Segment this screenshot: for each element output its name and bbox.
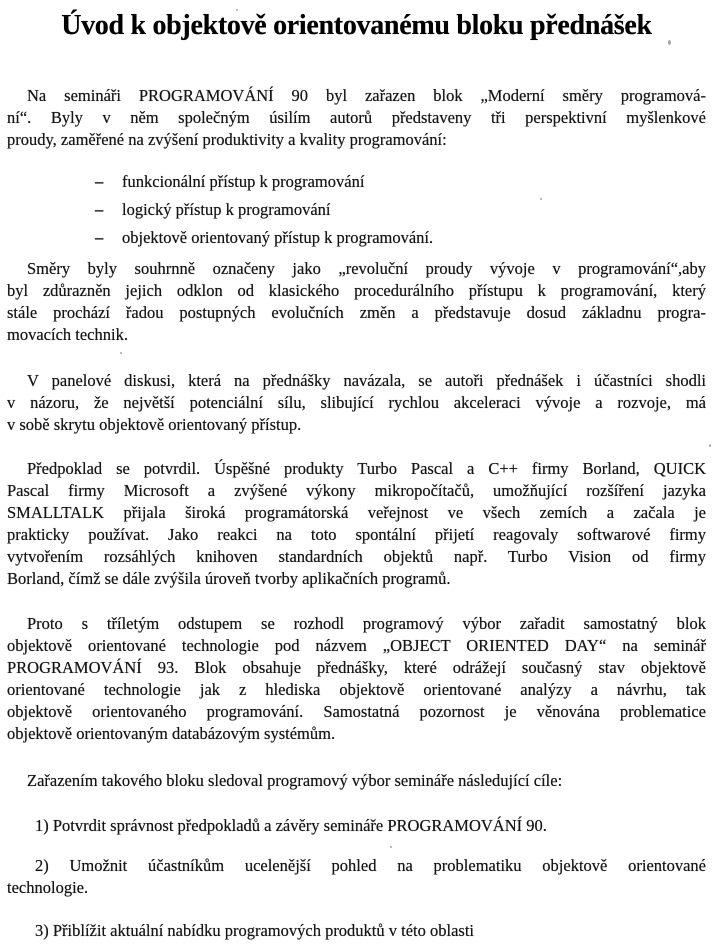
paragraph-line: Předpoklad se potvrdil. Úspěšné produkty Turbo Pascal a C++ firmy Borland, QUICK [27, 459, 706, 478]
paragraph-line: SMALLTALK přijala široká programátorská veřejnost ve všech zemích a začala je [7, 503, 706, 522]
scan-speck [236, 9, 238, 11]
numbered-item-3 [7, 920, 706, 942]
numbered-item-line: 3) Přiblížit aktuální nabídku programových produktů v této oblasti [35, 921, 475, 940]
paragraph-line: Zařazením takového bloku sledoval programový výbor semináře následující cíle: [27, 771, 563, 790]
paragraph-line: PROGRAMOVÁNÍ 93. Blok obsahuje přednášky, které odrážejí současný stav objektově [7, 658, 706, 677]
paragraph-line: objektově orientovaného programování. Samostatná pozornost je věnována problematice [7, 702, 706, 721]
scan-speck [390, 846, 392, 848]
scan-speck [668, 40, 671, 45]
paragraph-line: v sobě skrytu objektově orientovaný přístup. [7, 415, 302, 434]
paragraph-line: Na semináři PROGRAMOVÁNÍ 90 byl zařazen blok „Moderní směry programová- [27, 86, 706, 105]
paragraph-line: v názoru, že největší potenciální sílu, slibující rychlou akceleraci vývoje a rozvoje, má [7, 393, 706, 412]
numbered-item-1 [7, 815, 706, 837]
paragraph-line: vytvořením rozsáhlých knihoven standardních objektů např. Turbo Vision od firmy [7, 547, 706, 566]
scan-speck [709, 444, 711, 447]
bullet-item [95, 227, 706, 249]
paragraph-line: proudy, zaměřené na zvýšení produktivity a kvality programování: [7, 130, 447, 149]
paragraph-object-oriented-day [7, 613, 706, 745]
bullet-item-text: funkcionální přístup k programování [122, 172, 365, 191]
scan-speck [120, 352, 122, 354]
numbered-item-line: 2) Umožnit účastníkům ucelenější pohled na problematiku objektově orientované [35, 856, 706, 875]
paragraph-line: Borland, čímž se dále zvýšila úroveň tvorby aplikačních programů. [7, 569, 451, 588]
paragraph-line: objektově orientovaným databázovým systémům. [7, 724, 336, 743]
paragraph-products [7, 458, 706, 590]
numbered-item-line: 1) Potvrdit správnost předpokladů a závěry semináře PROGRAMOVÁNÍ 90. [35, 816, 547, 835]
bullet-item-text: logický přístup k programování [122, 200, 331, 219]
numbered-item-line: technologie. [7, 878, 89, 897]
paragraph-line: V panelové diskusi, která na přednášky navázala, se autoři přednášek i účastníci shodli [27, 371, 706, 390]
paragraph-line: stále prochází řadou postupných evolučních změn a představuje dosud základnu progra- [7, 303, 706, 322]
document-title: Úvod k objektově orientovanému bloku přednášek [61, 10, 652, 41]
bullet-item [95, 171, 706, 193]
paragraph-revolutionary-trends [7, 258, 706, 346]
paragraph-line: movacích technik. [7, 325, 128, 344]
paragraph-intro [7, 85, 706, 151]
numbered-item-2 [7, 855, 706, 899]
paragraph-line: Směry byly souhrnně označeny jako „revoluční proudy vývoje v programování“,aby [27, 259, 706, 278]
paragraph-line: objektově orientované technologie pod názvem „OBJECT ORIENTED DAY“ na seminář [7, 636, 706, 655]
paragraph-line: Proto s tříletým odstupem se rozhodl programový výbor zařadit samostatný blok [27, 614, 706, 633]
paragraph-line: ní“. Byly v něm společným úsilím autorů představeny tři perspektivní myšlenkové [7, 108, 706, 127]
dash-marker: – [95, 172, 104, 191]
paragraph-panel-discussion [7, 370, 706, 436]
paragraph-goals-intro [7, 770, 706, 792]
paragraph-line: prakticky používat. Jako reakci na toto spontální přijetí reagovaly softwarové firmy [7, 525, 706, 544]
dash-marker: – [95, 228, 104, 247]
dash-marker: – [95, 200, 104, 219]
bullet-list [7, 171, 706, 249]
bullet-item [95, 199, 706, 221]
paragraph-line: orientované technologie jak z hlediska objektově orientované analýzy a návrhu, tak [7, 680, 706, 699]
paragraph-line: Pascal firmy Microsoft a zvýšené výkony mikropočítačů, umožňující rozšíření jazyka [7, 481, 706, 500]
paragraph-line: byl zdůrazněn jejich odklon od klasického procedurálního přístupu k programování, který [7, 281, 706, 300]
scan-speck [540, 198, 542, 200]
bullet-item-text: objektově orientovaný přístup k programování. [122, 228, 434, 247]
